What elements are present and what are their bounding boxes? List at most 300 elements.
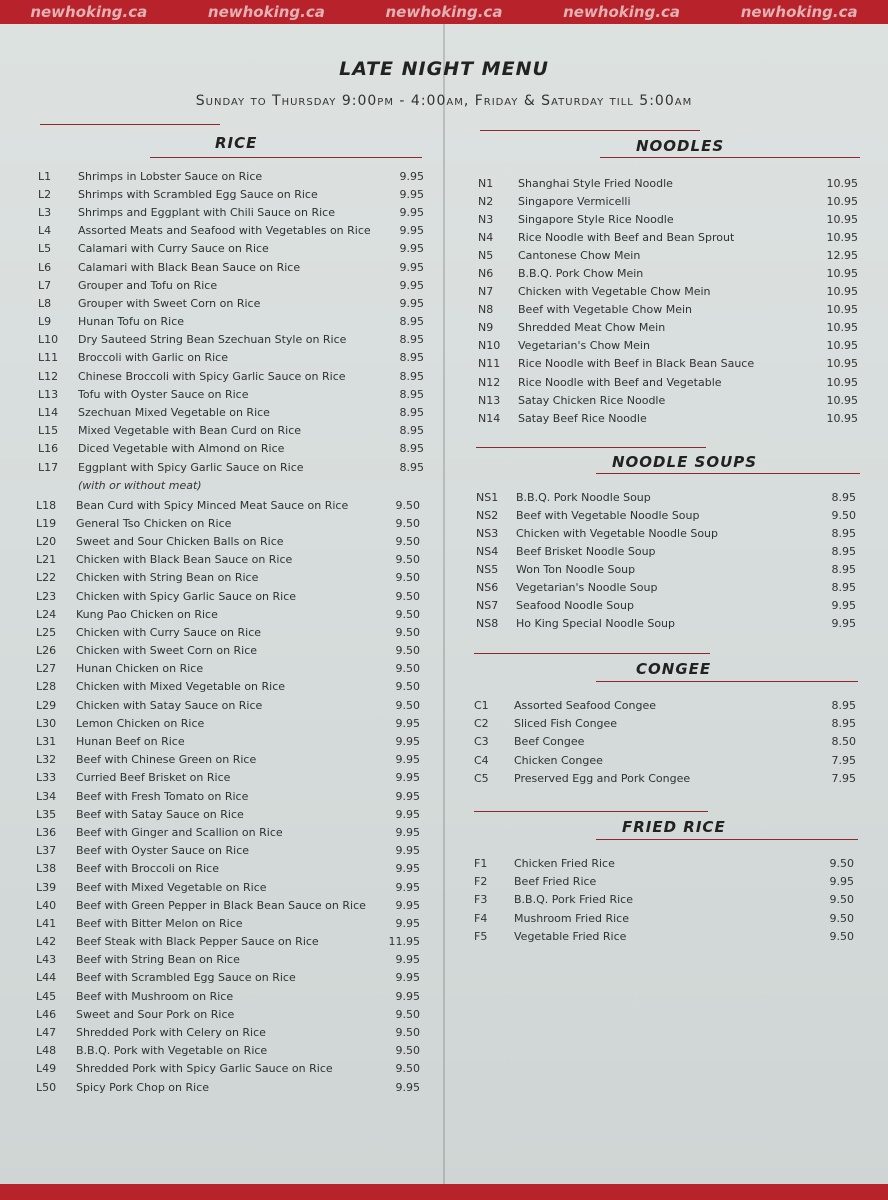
item-code: L26 [36, 644, 57, 658]
item-name: B.B.Q. Pork Chow Mein [518, 267, 644, 281]
item-name: Satay Chicken Rice Noodle [518, 393, 666, 407]
item-name: Vegetarian's Chow Mein [518, 339, 650, 353]
item-code: NS8 [476, 616, 499, 630]
section-rule [476, 447, 706, 448]
item-name: Beef with String Bean on Rice [76, 953, 240, 967]
item-price: 9.95 [395, 971, 420, 985]
menu-item [38, 313, 424, 331]
menu-item [36, 769, 420, 787]
menu-item [36, 714, 420, 732]
menu-item [36, 896, 420, 914]
section-rule [474, 653, 710, 654]
menu-item [478, 319, 858, 337]
noodle-soups-list [476, 489, 856, 632]
menu-item [38, 222, 424, 240]
item-name: Cantonese Chow Mein [518, 248, 641, 262]
menu-item [36, 842, 420, 860]
item-price: 8.95 [399, 442, 424, 456]
menu-item [478, 174, 858, 192]
item-code: L37 [36, 844, 57, 858]
item-name: Chicken with Sweet Corn on Rice [76, 644, 258, 658]
item-price: 9.50 [395, 1026, 420, 1040]
item-code: N2 [478, 194, 494, 208]
rice-heading: RICE [215, 134, 258, 152]
item-name: Beef with Mixed Vegetable on Rice [76, 880, 267, 894]
item-name: Assorted Meats and Seafood with Vegetables on Rice [78, 224, 371, 238]
item-name: Beef with Broccoli on Rice [76, 862, 219, 876]
item-code: C2 [474, 717, 489, 731]
item-name: Chicken with String Bean on Rice [76, 571, 259, 585]
item-name: Vegetable Fried Rice [514, 929, 627, 943]
item-name: Shrimps with Scrambled Egg Sauce on Rice [78, 187, 318, 201]
item-name: Rice Noodle with Beef in Black Bean Sauce [518, 357, 755, 371]
item-code: L8 [38, 296, 52, 310]
item-code: L6 [38, 260, 52, 274]
section-rule [596, 473, 860, 474]
item-price: 9.95 [395, 844, 420, 858]
section-rule [596, 681, 858, 682]
menu-item [36, 623, 420, 641]
item-price: 10.95 [826, 303, 858, 317]
item-code: L3 [38, 205, 52, 219]
item-name: B.B.Q. Pork Fried Rice [514, 893, 633, 907]
item-code: N7 [478, 285, 494, 299]
section-rule [150, 157, 422, 158]
menu-item [478, 409, 858, 427]
item-name: Shredded Pork with Celery on Rice [76, 1026, 266, 1040]
banner-watermark: newhoking.ca [385, 3, 503, 21]
item-code: L39 [36, 880, 57, 894]
item-name: Beef with Chinese Green on Rice [76, 753, 257, 767]
item-name: Satay Beef Rice Noodle [518, 411, 647, 425]
item-code: L42 [36, 935, 57, 949]
item-name: Chicken Congee [514, 753, 603, 767]
item-code: NS4 [476, 545, 499, 559]
item-code: L27 [36, 662, 57, 676]
item-price: 9.95 [395, 1080, 420, 1094]
item-name: Beef with Vegetable Noodle Soup [516, 509, 700, 523]
menu-item [38, 203, 424, 221]
item-name: Sweet and Sour Pork on Rice [76, 1007, 235, 1021]
item-price: 9.95 [399, 296, 424, 310]
item-name: Chicken with Black Bean Sauce on Rice [76, 553, 293, 567]
item-price: 9.95 [395, 771, 420, 785]
item-code: F1 [474, 856, 488, 870]
menu-item [476, 525, 856, 543]
item-price: 9.50 [395, 607, 420, 621]
item-price: 8.95 [831, 717, 856, 731]
rice-list-continued [36, 496, 420, 1096]
item-name: Eggplant with Spicy Garlic Sauce on Rice [78, 460, 304, 474]
menu-item [474, 854, 854, 872]
item-price: 9.95 [399, 169, 424, 183]
noodle-soups-heading: NOODLE SOUPS [612, 453, 758, 471]
item-name: Bean Curd with Spicy Minced Meat Sauce on Rice [76, 498, 349, 512]
menu-item [38, 440, 424, 458]
menu-item [36, 660, 420, 678]
item-name: Sweet and Sour Chicken Balls on Rice [76, 534, 284, 548]
item-code: L14 [38, 406, 59, 420]
item-code: L23 [36, 589, 57, 603]
item-code: N14 [478, 411, 501, 425]
item-name: Won Ton Noodle Soup [516, 563, 636, 576]
item-code: L13 [38, 387, 59, 401]
menu-item [476, 561, 856, 579]
menu-item [478, 355, 858, 373]
item-name: Mixed Vegetable with Bean Curd on Rice [78, 424, 302, 438]
banner-watermark: newhoking.ca [207, 3, 325, 21]
item-name: Singapore Style Rice Noodle [518, 212, 674, 226]
item-price: 9.95 [395, 862, 420, 876]
item-price: 9.95 [395, 753, 420, 767]
item-price: 8.95 [399, 333, 424, 347]
item-code: L11 [38, 351, 59, 365]
item-price: 8.95 [831, 527, 856, 541]
menu-item [474, 714, 856, 732]
item-price: 8.95 [831, 563, 856, 576]
item-code: L28 [36, 680, 57, 694]
congee-heading: CONGEE [636, 660, 712, 678]
menu-item [38, 349, 424, 367]
item-price: 9.95 [395, 916, 420, 930]
menu-item [476, 507, 856, 525]
item-code: N6 [478, 267, 494, 281]
item-name: Beef with Green Pepper in Black Bean Sauce on Rice [76, 898, 366, 912]
item-price: 9.50 [395, 662, 420, 676]
menu-item [474, 696, 856, 714]
item-code: N4 [478, 230, 494, 244]
item-code: L48 [36, 1044, 57, 1058]
item-code: N12 [478, 375, 501, 389]
item-name: Hunan Beef on Rice [76, 735, 185, 749]
item-code: L25 [36, 625, 57, 639]
menu-item [36, 569, 420, 587]
item-price: 9.50 [395, 680, 420, 694]
item-name: Chinese Broccoli with Spicy Garlic Sauce on Rice [78, 369, 346, 383]
item-price: 9.50 [395, 625, 420, 639]
item-price: 9.95 [831, 616, 856, 630]
menu-item [36, 914, 420, 932]
menu-item [478, 192, 858, 210]
item-price: 10.95 [826, 393, 858, 407]
congee-list [474, 696, 856, 788]
item-price: 8.95 [831, 491, 856, 505]
menu-item [36, 1060, 420, 1078]
menu-item [478, 391, 858, 409]
item-name: B.B.Q. Pork with Vegetable on Rice [76, 1044, 268, 1058]
item-name: Tofu with Oyster Sauce on Rice [78, 387, 249, 401]
menu-item [36, 1042, 420, 1060]
menu-item [36, 587, 420, 605]
menu-item [476, 543, 856, 561]
item-name: Chicken with Vegetable Chow Mein [518, 285, 711, 299]
item-price: 9.95 [395, 789, 420, 803]
item-price: 10.95 [826, 176, 858, 190]
item-name: Beef with Mushroom on Rice [76, 989, 234, 1003]
item-code: L38 [36, 862, 57, 876]
item-price: 7.95 [831, 772, 856, 786]
item-name: Shrimps in Lobster Sauce on Rice [78, 169, 263, 183]
menu-item [36, 805, 420, 823]
item-price: 10.95 [826, 321, 858, 335]
item-price: 8.95 [831, 545, 856, 559]
item-code: L1 [38, 169, 52, 183]
item-code: C3 [474, 735, 489, 749]
item-name: Kung Pao Chicken on Rice [76, 607, 218, 621]
menu-item [474, 751, 856, 769]
item-name: Szechuan Mixed Vegetable on Rice [78, 406, 270, 420]
item-code: L33 [36, 771, 57, 785]
item-price: 9.50 [395, 534, 420, 548]
banner-watermark: newhoking.ca [30, 3, 148, 21]
menu-item [476, 614, 856, 632]
menu-item [38, 403, 424, 421]
item-code: L30 [36, 716, 57, 730]
menu-item [38, 294, 424, 312]
item-price: 9.50 [395, 553, 420, 567]
menu-item [36, 642, 420, 660]
item-code: N13 [478, 393, 501, 407]
item-price: 10.95 [826, 375, 858, 389]
item-code: NS1 [476, 491, 499, 505]
menu-item [36, 1005, 420, 1023]
item-code: N11 [478, 357, 501, 371]
item-code: F2 [474, 874, 488, 888]
menu-item [38, 331, 424, 349]
item-name: Beef with Fresh Tomato on Rice [76, 789, 249, 803]
menu-item [38, 367, 424, 385]
item-price: 8.95 [399, 460, 424, 474]
menu-item [36, 969, 420, 987]
opening-hours: Sunday to Thursday 9:00pm - 4:00am, Friday & Saturday till 5:00am [195, 93, 693, 109]
item-code: NS6 [476, 580, 499, 594]
item-code: L45 [36, 989, 57, 1003]
noodles-heading: NOODLES [636, 137, 725, 155]
item-code: L36 [36, 825, 57, 839]
item-code: N8 [478, 303, 494, 317]
item-code: L19 [36, 516, 57, 530]
item-price: 9.50 [829, 911, 854, 925]
item-name: Hunan Chicken on Rice [76, 662, 204, 676]
item-code: L17 [38, 460, 59, 474]
menu-item [36, 514, 420, 532]
item-price: 9.50 [395, 589, 420, 603]
page-fold [443, 20, 445, 1185]
item-price: 9.95 [395, 716, 420, 730]
item-code: F4 [474, 911, 488, 925]
item-price: 10.95 [826, 357, 858, 371]
menu-item [38, 385, 424, 403]
item-price: 9.95 [399, 205, 424, 219]
item-name: Lemon Chicken on Rice [76, 716, 205, 730]
item-price: 9.50 [395, 571, 420, 585]
item-name: Beef with Vegetable Chow Mein [518, 303, 692, 317]
item-code: N10 [478, 339, 501, 353]
item-price: 9.95 [395, 898, 420, 912]
menu-item [38, 185, 424, 203]
menu-item [474, 872, 854, 890]
menu-item [36, 532, 420, 550]
item-code: NS3 [476, 527, 499, 541]
banner-watermark: newhoking.ca [563, 3, 681, 21]
item-name: Beef with Ginger and Scallion on Rice [76, 825, 283, 839]
item-code: L34 [36, 789, 57, 803]
menu-item [36, 860, 420, 878]
item-code: L40 [36, 898, 57, 912]
menu-item [36, 1078, 420, 1096]
item-name: Rice Noodle with Beef and Vegetable [518, 375, 722, 389]
item-code: L47 [36, 1026, 57, 1040]
item-name: Sliced Fish Congee [514, 717, 618, 731]
menu-item [36, 496, 420, 514]
fried-rice-heading: FRIED RICE [622, 818, 726, 836]
item-code: C5 [474, 772, 489, 786]
item-price: 10.95 [826, 267, 858, 281]
item-price: 9.50 [829, 893, 854, 907]
item-price: 8.95 [399, 315, 424, 329]
item-code: L15 [38, 424, 59, 438]
item-price: 8.95 [399, 369, 424, 383]
item-name: Beef with Oyster Sauce on Rice [76, 844, 250, 858]
item-price: 9.95 [395, 989, 420, 1003]
item-name: Spicy Pork Chop on Rice [76, 1080, 210, 1094]
menu-item [474, 927, 854, 945]
item-name: Beef Brisket Noodle Soup [516, 545, 656, 559]
menu-item [474, 909, 854, 927]
item-price: 8.95 [399, 387, 424, 401]
item-price: 8.50 [831, 735, 856, 749]
item-price: 9.50 [395, 1062, 420, 1076]
item-price: 9.50 [395, 516, 420, 530]
item-price: 9.95 [395, 807, 420, 821]
item-price: 8.95 [831, 698, 856, 712]
item-name: Beef Steak with Black Pepper Sauce on Rice [76, 935, 319, 949]
item-name: Grouper with Sweet Corn on Rice [78, 296, 261, 310]
item-price: 8.95 [399, 351, 424, 365]
menu-item [478, 373, 858, 391]
item-name: Chicken with Vegetable Noodle Soup [516, 527, 719, 541]
item-code: L22 [36, 571, 57, 585]
menu-item [36, 732, 420, 750]
item-code: L12 [38, 369, 59, 383]
item-price: 12.95 [826, 248, 858, 262]
item-price: 10.95 [826, 230, 858, 244]
section-rule [474, 811, 708, 812]
fried-rice-list [474, 854, 854, 945]
item-name: Seafood Noodle Soup [516, 598, 634, 612]
item-name: Preserved Egg and Pork Congee [514, 772, 691, 786]
item-code: NS5 [476, 563, 499, 576]
item-code: L49 [36, 1062, 57, 1076]
menu-item [36, 696, 420, 714]
menu-item [474, 733, 856, 751]
menu-item [36, 823, 420, 841]
item-code: L5 [38, 242, 52, 256]
rice-list [38, 167, 424, 476]
item-price: 9.50 [395, 644, 420, 658]
item-price: 7.95 [831, 753, 856, 767]
menu-item [36, 551, 420, 569]
item-name: Dry Sauteed String Bean Szechuan Style on Rice [78, 333, 347, 347]
item-price: 9.50 [395, 1007, 420, 1021]
item-code: L7 [38, 278, 52, 292]
item-price: 8.95 [399, 406, 424, 420]
menu-title: LATE NIGHT MENU [339, 58, 549, 80]
menu-item [38, 258, 424, 276]
item-code: L29 [36, 698, 57, 712]
item-name: Chicken with Spicy Garlic Sauce on Rice [76, 589, 297, 603]
menu-item [478, 264, 858, 282]
menu-item [36, 987, 420, 1005]
item-name: Chicken with Mixed Vegetable on Rice [76, 680, 286, 694]
menu-item [476, 489, 856, 507]
item-code: L46 [36, 1007, 57, 1021]
item-code: L41 [36, 916, 57, 930]
section-rule [480, 130, 700, 131]
item-name: Beef with Satay Sauce on Rice [76, 807, 244, 821]
menu-item [36, 678, 420, 696]
item-price: 8.95 [831, 580, 856, 594]
menu-item [36, 605, 420, 623]
item-name: Chicken with Satay Sauce on Rice [76, 698, 263, 712]
item-name: Chicken with Curry Sauce on Rice [76, 625, 262, 639]
item-name: Vegetarian's Noodle Soup [516, 580, 658, 594]
menu-item [36, 951, 420, 969]
item-code: L4 [38, 224, 52, 238]
item-code: N9 [478, 321, 494, 335]
item-name: B.B.Q. Pork Noodle Soup [516, 491, 651, 505]
menu-item [38, 422, 424, 440]
item-name: General Tso Chicken on Rice [76, 516, 232, 530]
item-price: 9.95 [395, 825, 420, 839]
item-code: C4 [474, 753, 489, 767]
item-code: NS7 [476, 598, 499, 612]
menu-item [478, 337, 858, 355]
item-price: 9.95 [399, 242, 424, 256]
item-price: 10.95 [826, 212, 858, 226]
top-banner [0, 0, 888, 24]
item-name: Calamari with Black Bean Sauce on Rice [78, 260, 301, 274]
item-price: 10.95 [826, 194, 858, 208]
item-price: 9.50 [395, 498, 420, 512]
item-code: L35 [36, 807, 57, 821]
item-code: L21 [36, 553, 57, 567]
item-code: L10 [38, 333, 59, 347]
item-name: Rice Noodle with Beef and Bean Sprout [518, 230, 735, 244]
item-price: 9.50 [395, 698, 420, 712]
item-price: 9.95 [395, 953, 420, 967]
item-name: Shredded Pork with Spicy Garlic Sauce on Rice [76, 1062, 333, 1076]
note-row [38, 477, 424, 494]
item-price: 10.95 [826, 285, 858, 299]
menu-item [36, 787, 420, 805]
noodles-list [478, 174, 858, 427]
item-code: N5 [478, 248, 494, 262]
menu-item [478, 210, 858, 228]
item-name: Shanghai Style Fried Noodle [518, 176, 673, 190]
item-name: Shrimps and Eggplant with Chili Sauce on Rice [78, 205, 335, 219]
menu-item [474, 891, 854, 909]
item-code: L32 [36, 753, 57, 767]
item-code: F3 [474, 893, 488, 907]
menu-item [478, 246, 858, 264]
item-code: L31 [36, 735, 57, 749]
menu-item [478, 301, 858, 319]
item-price: 9.50 [831, 509, 856, 523]
item-name: Broccoli with Garlic on Rice [78, 351, 228, 365]
menu-item [36, 878, 420, 896]
item-price: 9.95 [399, 187, 424, 201]
